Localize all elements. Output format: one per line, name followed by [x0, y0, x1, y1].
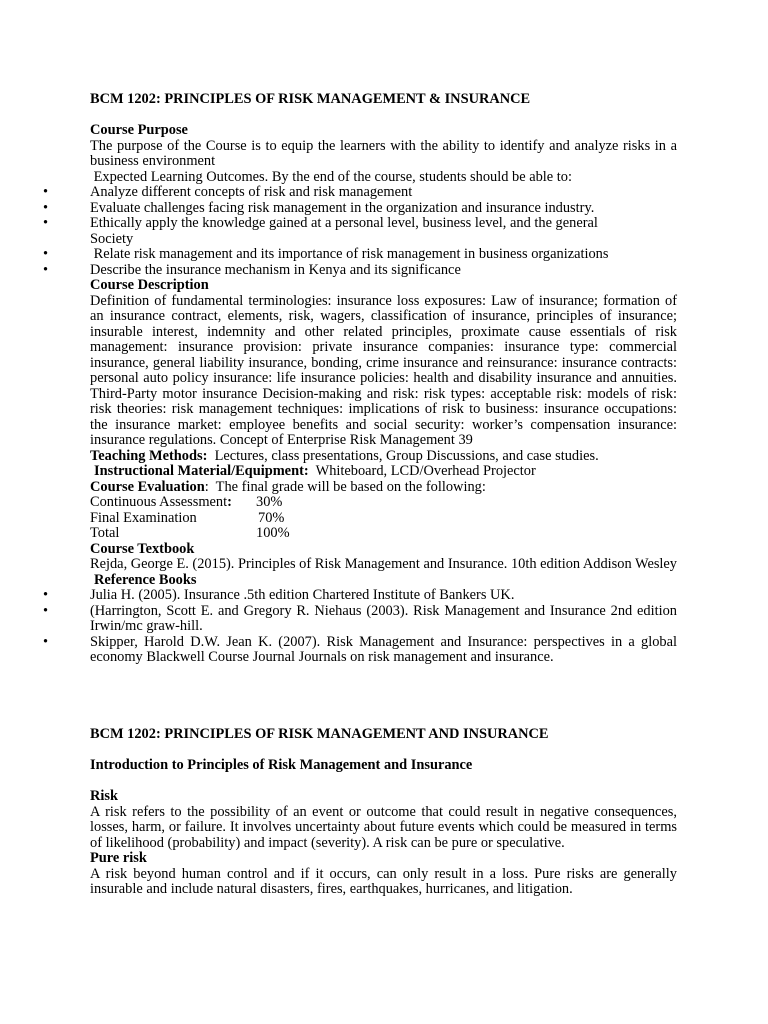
instructional-material: Instructional Material/Equipment: Whiteboard, LCD/Overhead Projector [94, 463, 536, 479]
bullet: • [43, 199, 49, 216]
list-item: • Ethically apply the knowledge gained at a personal level, business level, and the general Society [43, 215, 598, 247]
intro-heading: Introduction to Principles of Risk Management and Insurance [90, 757, 473, 773]
description-heading: Course Description [90, 277, 209, 293]
pure-risk-heading: Pure risk [90, 850, 147, 866]
list-item: • Describe the insurance mechanism in Kenya and its significance [43, 261, 461, 278]
course-title: BCM 1202: PRINCIPLES OF RISK MANAGEMENT & INSURANCE [90, 91, 531, 107]
list-item: • Evaluate challenges facing risk management in the organization and insurance industry. [43, 199, 595, 216]
reference-list [43, 587, 677, 666]
pure-risk-text: A risk beyond human control and if it occurs, can only result in a loss. Pure risks are generally insurable and include natural disasters, fires, earthquakes, hurricanes, and litigation. [90, 865, 677, 897]
grade-row: Final Examination 70% [90, 509, 285, 526]
reference-heading: Reference Books [94, 571, 197, 588]
bullet: • [43, 587, 49, 603]
bullet: • [43, 633, 49, 650]
course-evaluation: Course Evaluation: The final grade will be based on the following: [90, 478, 486, 495]
grade-row: Total 100% [90, 525, 290, 541]
textbook-text: Rejda, George E. (2015). Principles of Risk Management and Insurance. 10th edition Addison Wesley [90, 556, 678, 572]
bullet: • [43, 184, 49, 200]
list-item: • (Harrington, Scott E. and Gregory R. Niehaus (2003). Risk Management and Insurance 2nd edition Irwin/mc graw-hill. [43, 602, 677, 634]
textbook-heading: Course Textbook [90, 540, 195, 557]
bullet: • [43, 246, 49, 262]
description-text: Definition of fundamental terminologies: insurance loss exposures: Law of insurance; formation of an insurance contract, elements, risk, wagers, classification of insurance, principles of insurance; insurable interest, indemnity and other related principles, proximate cause essentials of risk management: insurance provision: private insurance companies: insurance type: commercial insurance, general liability insurance, bonding, crime insurance and reinsurance: insurance contracts: personal auto policy insurance: life insurance policies: health and disability insurance and annuities. Third-Party motor insurance Decision-making and risk: risk types: acceptable risk: models of risk: risk theories: risk management techniques: implications of risk to business: insurance occupations: the insurance market: employee benefits and social security: worker’s compensation insurance: insurance regulations. Concept of Enterprise Risk Management 39 [90, 292, 677, 448]
bullet: • [43, 261, 49, 278]
list-item: • Analyze different concepts of risk and risk management [43, 184, 413, 200]
list-item: • Skipper, Harold D.W. Jean K. (2007). Risk Management and Insurance: perspectives in a global economy Blackwell Course Journal Journals on risk management and insurance. [43, 633, 677, 665]
outcomes-intro: Expected Learning Outcomes. By the end of the course, students should be able to: [90, 168, 572, 185]
purpose-heading: Course Purpose [90, 122, 188, 138]
section-title: BCM 1202: PRINCIPLES OF RISK MANAGEMENT AND INSURANCE [90, 726, 549, 742]
grade-row: Continuous Assessment: 30% [90, 494, 283, 510]
list-item: • Julia H. (2005). Insurance .5th edition Chartered Institute of Bankers UK. [43, 587, 515, 603]
document-body [43, 91, 678, 898]
list-item: • Relate risk management and its importance of risk management in business organizations [43, 246, 609, 262]
teaching-methods: Teaching Methods: Lectures, class presentations, Group Discussions, and case studies. [90, 447, 599, 464]
risk-heading: Risk [90, 788, 118, 804]
outcomes-list [43, 184, 677, 278]
risk-text: A risk refers to the possibility of an event or outcome that could result in negative consequences, losses, harm, or failure. It involves uncertainty about future events which could be measured in terms of likelihood (probability) and impact (severity). A risk can be pure or speculative. [90, 803, 677, 851]
bullet: • [43, 215, 49, 231]
purpose-text: The purpose of the Course is to equip the learners with the ability to identify and analyze risks in a business environment [90, 137, 677, 169]
bullet: • [43, 602, 49, 619]
